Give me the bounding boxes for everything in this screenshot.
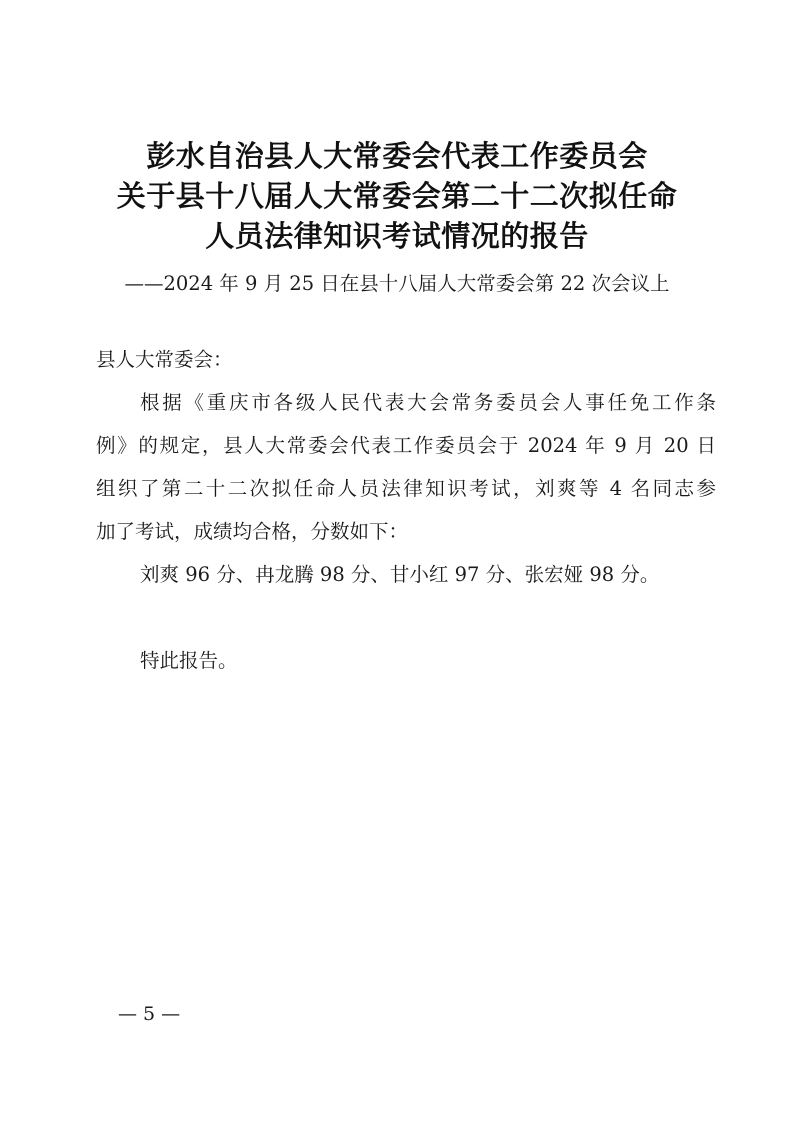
report-body xyxy=(96,338,716,682)
report-subtitle: ——2024 年 9 月 25 日在县十八届人大常委会第 22 次会议上 xyxy=(124,272,670,295)
page-number: — 5 — xyxy=(118,1003,181,1025)
closing-paragraph: 特此报告。 xyxy=(140,649,238,672)
paragraph-1-line-4: 加了考试，成绩均合格，分数如下： xyxy=(96,520,409,543)
title-line-1: 彭水自治县人大常委会代表工作委员会 xyxy=(146,139,648,173)
paragraph-1-line-3: 组织了第二十二次拟任命人员法律知识考试，刘爽等 4 名同志参 xyxy=(96,477,716,500)
salutation: 县人大常委会： xyxy=(96,348,233,371)
paragraph-spacer xyxy=(96,596,716,639)
report-title xyxy=(0,136,794,256)
paragraph-1-line-1: 根据《重庆市各级人民代表大会常务委员会人事任免工作条 xyxy=(140,391,716,414)
paragraph-1-line-2: 例》的规定，县人大常委会代表工作委员会于 2024 年 9 月 20 日 xyxy=(96,434,716,457)
title-line-3: 人员法律知识考试情况的报告 xyxy=(205,219,589,253)
paragraph-1 xyxy=(96,381,716,553)
scores-paragraph: 刘爽 96 分、冉龙腾 98 分、甘小红 97 分、张宏娅 98 分。 xyxy=(140,563,660,586)
title-line-2: 关于县十八届人大常委会第二十二次拟任命 xyxy=(116,179,678,213)
